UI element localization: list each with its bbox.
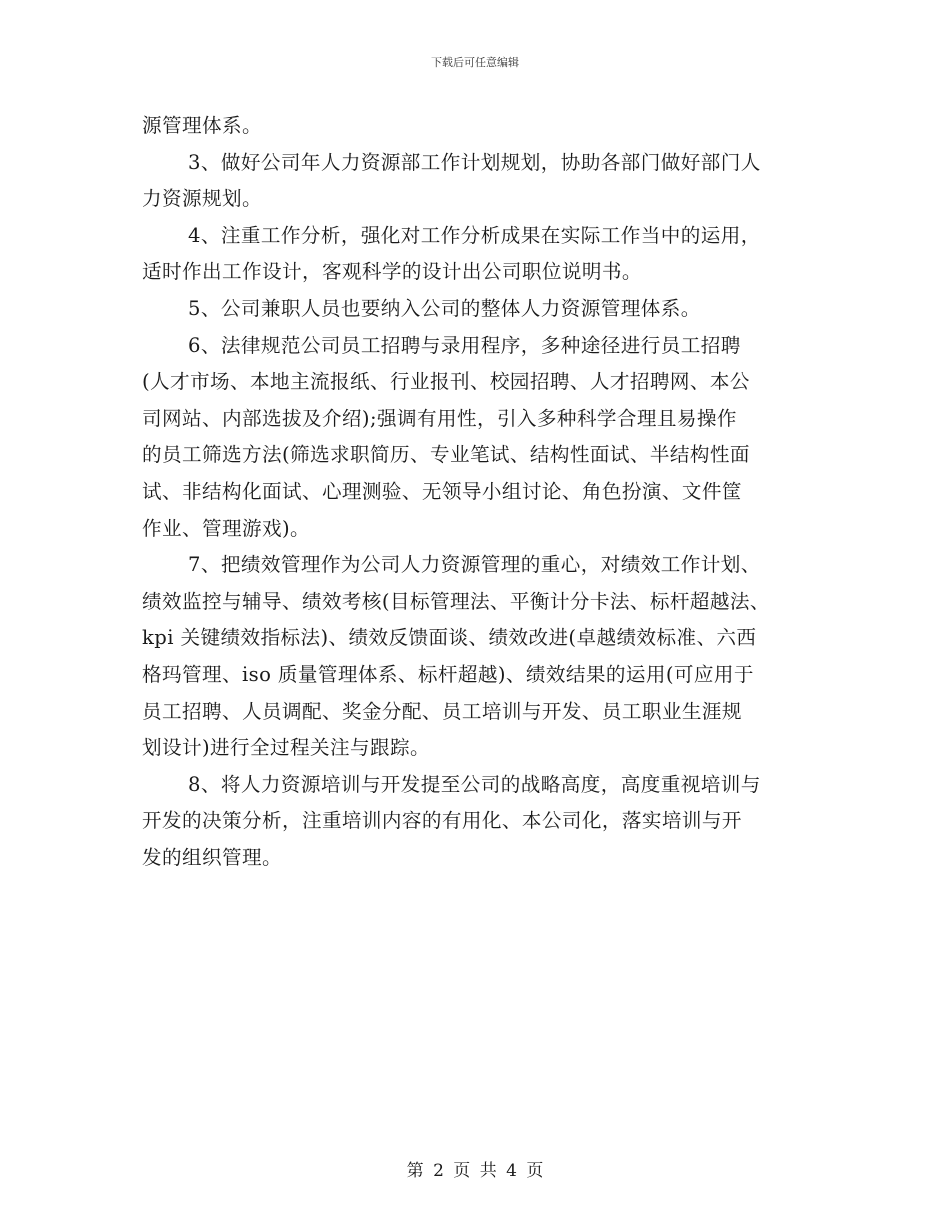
- text-line: 3、做好公司年人力资源部工作计划规划，协助各部门做好部门人: [188, 150, 761, 174]
- text-line: kpi 关键绩效指标法)、绩效反馈面谈、绩效改进(卓越绩效标准、六西: [142, 626, 757, 650]
- text-line: 作业、管理游戏)。: [142, 516, 310, 540]
- text-line: 源管理体系。: [142, 114, 262, 137]
- text-line: 5、公司兼职人员也要纳入公司的整体人力资源管理体系。: [188, 296, 701, 320]
- text-line: 划设计)进行全过程关注与跟踪。: [142, 736, 430, 760]
- text-line: 试、非结构化面试、心理测验、无领导小组讨论、角色扮演、文件筐: [142, 479, 742, 503]
- text-line: 发的组织管理。: [142, 845, 282, 869]
- text-line: 4、注重工作分析，强化对工作分析成果在实际工作当中的运用，: [188, 223, 761, 247]
- text-line: 7、把绩效管理作为公司人力资源管理的重心，对绩效工作计划、: [188, 553, 761, 577]
- text-line: 格玛管理、iso 质量管理体系、标杆超越)、绩效结果的运用(可应用于: [142, 662, 754, 686]
- text-line: 力资源规划。: [142, 187, 262, 211]
- text-line: 的员工筛选方法(筛选求职简历、专业笔试、结构性面试、半结构性面: [142, 443, 750, 467]
- text-line: 绩效监控与辅导、绩效考核(目标管理法、平衡计分卡法、标杆超越法、: [142, 589, 770, 613]
- document-body: [142, 108, 818, 876]
- page-header: 下载后可任意编辑: [431, 56, 519, 69]
- text-line: 6、法律规范公司员工招聘与录用程序，多种途径进行员工招聘: [188, 333, 741, 357]
- text-line: 适时作出工作设计，客观科学的设计出公司职位说明书。: [142, 260, 642, 284]
- text-line: (人才市场、本地主流报纸、行业报刊、校园招聘、人才招聘网、本公: [142, 370, 750, 394]
- text-line: 8、将人力资源培训与开发提至公司的战略高度，高度重视培训与: [188, 772, 761, 796]
- page-footer-page-number: 第 2 页 共 4 页: [406, 1161, 544, 1181]
- text-line: 司网站、内部选拔及介绍);强调有用性，引入多种科学合理且易操作: [142, 406, 737, 430]
- text-line: 员工招聘、人员调配、奖金分配、员工培训与开发、员工职业生涯规: [142, 699, 742, 723]
- text-line: 开发的决策分析，注重培训内容的有用化、本公司化，落实培训与开: [142, 809, 742, 833]
